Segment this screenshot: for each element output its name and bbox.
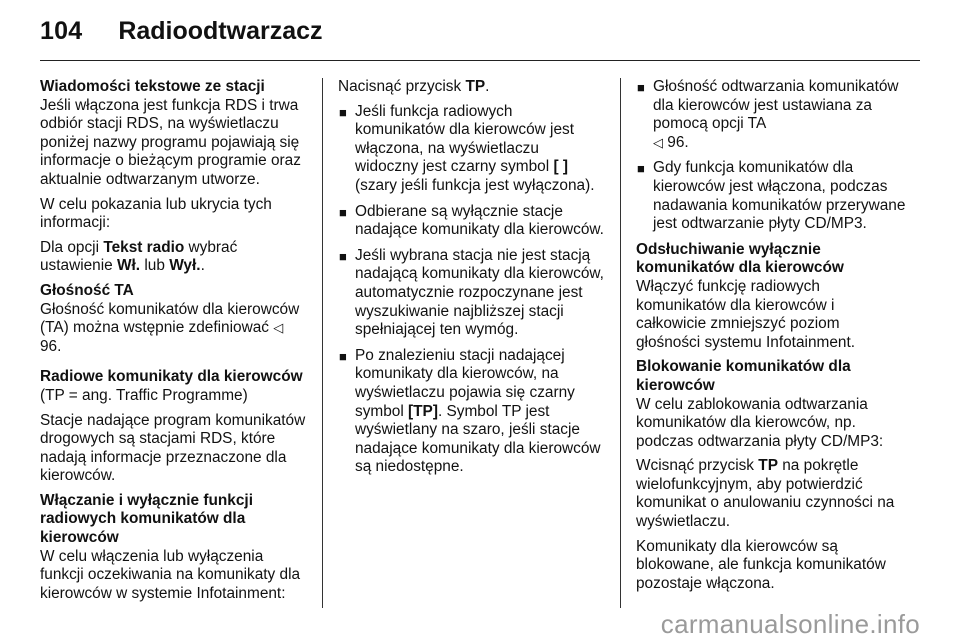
- paragraph-press-tp-knob: Wcisnąć przycisk TP na pokrętle wielofunkcyjnym, aby potwierdzić komunikat o anulowaniu czynności na wyświetlaczu.: [636, 457, 895, 531]
- paragraph-tp-stations: Stacje nadające program komunikatów drogowych są stacjami RDS, które nadają informacje przeznaczone dla kierowców.: [40, 411, 306, 485]
- heading-ta-volume: Głośność TA: [40, 281, 134, 299]
- list-item: ■ Gdy funkcja komunikatów dla kierowców jest włączona, podczas nadawania komunikatów przerywane jest odtwarzanie płyty CD/MP3.: [637, 159, 906, 233]
- option-radio-text: Tekst radio: [103, 238, 185, 256]
- bullet-list-col3: [636, 78, 906, 234]
- heading-rds-text: Wiadomości tekstowe ze stacji: [40, 78, 265, 95]
- bullet-icon: ■: [339, 348, 347, 364]
- paragraph-on-off: W celu włączenia lub wyłączenia funkcji oczekiwania na komunikaty dla kierowców w systemie Infotainment:: [40, 547, 301, 602]
- page-ref-arrow-icon: ◁: [273, 320, 284, 336]
- bullet-icon: ■: [637, 161, 645, 177]
- list-item: ■ Głośność odtwarzania komunikatów dla kierowców jest ustawiana za pomocą opcji TA ◁ 96.: [637, 78, 899, 151]
- paragraph-ta-volume: Głośność komunikatów dla kierowców (TA) można wstępnie zdefiniować ◁ 96.: [40, 300, 300, 355]
- heading-listen-only: Odsłuchiwanie wyłącznie komunikatów dla kierowców: [636, 240, 844, 277]
- heading-block: Blokowanie komunikatów dla kierowców: [636, 358, 851, 394]
- paragraph-press-tp: Nacisnąć przycisk TP.: [338, 78, 490, 95]
- heading-on-off: Włączanie i wyłącznie funkcji radiowych komunikatów dla kierowców: [40, 491, 253, 547]
- paragraph-block: W celu zablokowania odtwarzania komunikatów dla kierowców, np. podczas odtwarzania płyty CD/MP3:: [636, 395, 884, 450]
- bullet-icon: ■: [339, 204, 347, 220]
- option-off: Wył.: [169, 257, 201, 275]
- page-header: [40, 6, 323, 56]
- tp-button-label: TP: [758, 457, 778, 475]
- chapter-title: Radioodtwarzacz: [118, 16, 323, 45]
- page-ref: 96.: [667, 133, 689, 151]
- list-item: ■ Po znalezieniu stacji nadającej komunikaty dla kierowców, na wyświetlaczu pojawia się czarny symbol [TP]. Symbol TP jest wyświetlany na szaro, jeśli stacje nadające komunikaty dla kierowców są niedostępne.: [339, 346, 601, 476]
- page-ref: 96.: [40, 337, 62, 355]
- bullet-icon: ■: [339, 248, 347, 264]
- page-number: 104: [40, 16, 83, 45]
- paragraph-rds-text: Jeśli włączona jest funkcja RDS i trwa odbiór stacji RDS, na wyświetlaczu poniżej nazwy programu pojawiają się informacje o bieżącym programie oraz aktualnie odtwarzanym utworze.: [40, 96, 301, 188]
- bullet-icon: ■: [637, 80, 645, 95]
- column-divider-1: [322, 78, 323, 608]
- column-3: [636, 78, 906, 599]
- heading-traffic-programme: Radiowe komunikaty dla kierowców: [40, 368, 303, 386]
- column-1: [40, 78, 308, 609]
- paragraph-tp-definition: (TP = ang. Traffic Programme): [40, 386, 248, 404]
- header-rule: [40, 60, 920, 61]
- paragraph-listen-only: Włączyć funkcję radiowych komunikatów dla kierowców i całkowicie zmniejszyć poziom głośności systemu Infotainment.: [636, 277, 855, 351]
- bullet-icon: ■: [339, 104, 347, 120]
- list-item: ■ Jeśli funkcja radiowych komunikatów dla kierowców jest włączona, na wyświetlaczu widoczny jest czarny symbol [ ] (szary jeśli funkcja jest wyłączona).: [339, 102, 595, 194]
- option-on: Wł.: [117, 257, 141, 275]
- paragraph-blocked-remain: Komunikaty dla kierowców są blokowane, ale funkcja komunikatów pozostaje włączona.: [636, 537, 886, 592]
- watermark: carmanualsonline.info: [660, 609, 920, 639]
- bullet-list-col2: [338, 103, 606, 477]
- paragraph-option: Dla opcji Tekst radio wybrać ustawienie Wł. lub Wył..: [40, 238, 238, 275]
- tp-button-label: TP: [465, 78, 486, 95]
- list-item: ■ Odbierane są wyłącznie stacje nadające komunikaty dla kierowców.: [339, 202, 604, 239]
- list-item: ■ Jeśli wybrana stacja nie jest stacją nadającą komunikaty dla kierowców, automatycznie rozpoczynane jest wyszukiwanie najbliższej stacji spełniającej ten wymóg.: [339, 246, 604, 339]
- column-divider-2: [620, 78, 621, 608]
- column-2: [338, 78, 606, 484]
- paragraph-show-hide: W celu pokazania lub ukrycia tych informacji:: [40, 195, 272, 232]
- page-ref-arrow-icon: ◁: [653, 134, 663, 150]
